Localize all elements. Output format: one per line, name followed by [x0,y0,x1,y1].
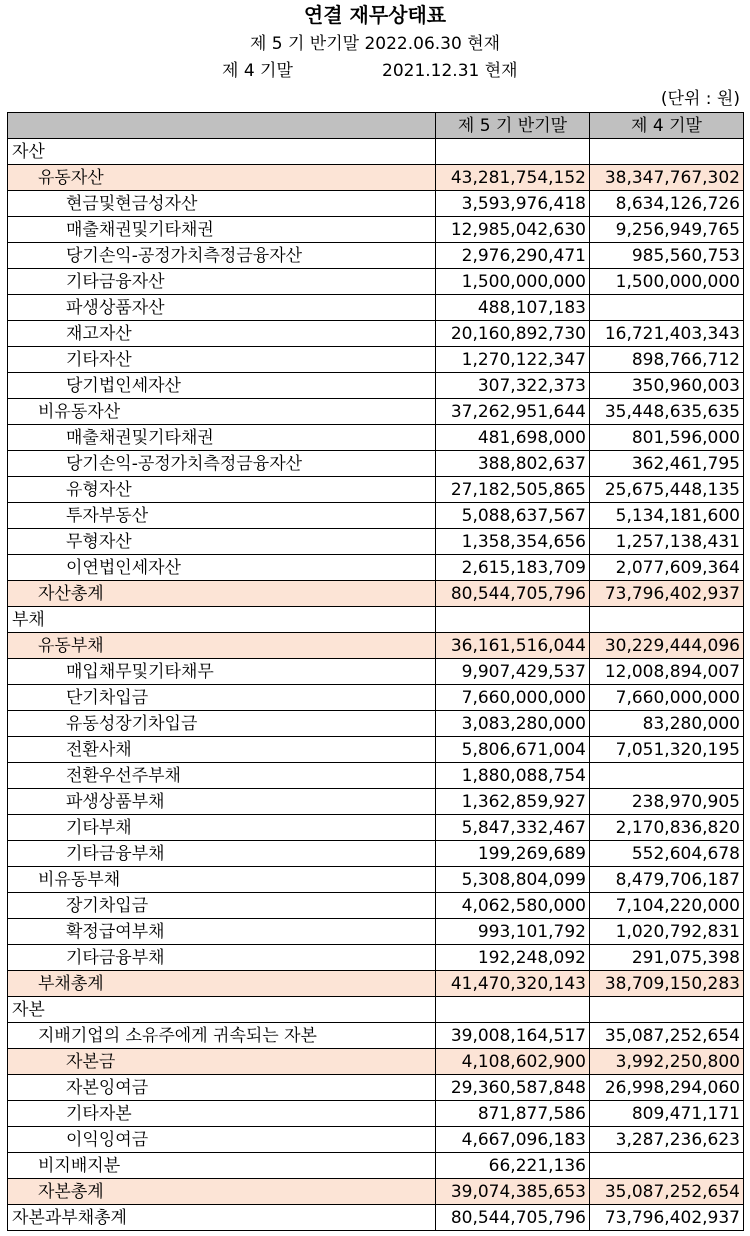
account-label: 자본총계 [8,1179,436,1205]
current-period-value: 7,660,000,000 [436,685,590,711]
current-period-value: 37,262,951,644 [436,399,590,425]
table-row [8,945,744,971]
table-row [8,711,744,737]
account-label: 단기차입금 [8,685,436,711]
table-row [8,373,744,399]
table-row [8,893,744,919]
previous-period-value: 35,448,635,635 [590,399,744,425]
current-period-value: 29,360,587,848 [436,1075,590,1101]
previous-period-value: 83,280,000 [590,711,744,737]
account-label: 투자부동산 [8,503,436,529]
account-label: 기타자본 [8,1101,436,1127]
account-label: 기타금융부채 [8,841,436,867]
previous-period-value: 5,134,181,600 [590,503,744,529]
current-period-value: 27,182,505,865 [436,477,590,503]
account-label: 매출채권및기타채권 [8,217,436,243]
current-period-value: 39,008,164,517 [436,1023,590,1049]
balance-sheet-table [7,112,744,1231]
table-row [8,503,744,529]
current-period-value: 1,358,354,656 [436,529,590,555]
current-period-value: 9,907,429,537 [436,659,590,685]
account-label: 이익잉여금 [8,1127,436,1153]
account-label: 재고자산 [8,321,436,347]
previous-period-value [590,997,744,1023]
current-period-value: 66,221,136 [436,1153,590,1179]
previous-period-value: 35,087,252,654 [590,1023,744,1049]
previous-period-value: 2,170,836,820 [590,815,744,841]
account-label: 파생상품부채 [8,789,436,815]
current-period-value [436,607,590,633]
table-row [8,1023,744,1049]
current-period-value: 2,615,183,709 [436,555,590,581]
previous-period-value: 3,287,236,623 [590,1127,744,1153]
account-label: 기타금융자산 [8,269,436,295]
table-row [8,269,744,295]
previous-period-value [590,763,744,789]
previous-period-value: 26,998,294,060 [590,1075,744,1101]
account-label: 기타금융부채 [8,945,436,971]
table-row [8,1127,744,1153]
previous-period-value: 7,104,220,000 [590,893,744,919]
table-body [8,139,744,1231]
header-account [8,113,436,139]
table-row [8,919,744,945]
table-row [8,763,744,789]
table-row [8,581,744,607]
previous-period-value [590,295,744,321]
previous-period-value [590,139,744,165]
current-period-value: 3,593,976,418 [436,191,590,217]
account-label: 당기법인세자산 [8,373,436,399]
current-period-value: 5,088,637,567 [436,503,590,529]
previous-period-value: 985,560,753 [590,243,744,269]
current-period-value: 5,308,804,099 [436,867,590,893]
table-row [8,737,744,763]
table-row [8,971,744,997]
previous-period-value: 9,256,949,765 [590,217,744,243]
table-row [8,399,744,425]
unit-label: (단위 : 원) [660,89,740,109]
previous-period-value [590,1153,744,1179]
period-previous-line [222,60,518,82]
previous-period-value: 809,471,171 [590,1101,744,1127]
header-previous-period: 제 4 기말 [590,113,744,139]
current-period-value: 307,322,373 [436,373,590,399]
previous-period-value: 35,087,252,654 [590,1179,744,1205]
current-period-value: 39,074,385,653 [436,1179,590,1205]
table-row [8,1153,744,1179]
account-label: 부채 [8,607,436,633]
account-label: 당기손익-공정가치측정금융자산 [8,451,436,477]
account-label: 전환우선주부채 [8,763,436,789]
account-label: 자본과부채총계 [8,1205,436,1231]
table-row [8,633,744,659]
account-label: 유동성장기차입금 [8,711,436,737]
table-row [8,425,744,451]
account-label: 지배기업의 소유주에게 귀속되는 자본 [8,1023,436,1049]
account-label: 유형자산 [8,477,436,503]
previous-period-value: 7,660,000,000 [590,685,744,711]
current-period-value: 41,470,320,143 [436,971,590,997]
account-label: 매출채권및기타채권 [8,425,436,451]
account-label: 매입채무및기타채무 [8,659,436,685]
current-period-value: 43,281,754,152 [436,165,590,191]
previous-period-value: 8,479,706,187 [590,867,744,893]
current-period-value [436,139,590,165]
previous-period-value: 362,461,795 [590,451,744,477]
account-label: 기타부채 [8,815,436,841]
current-period-value: 488,107,183 [436,295,590,321]
account-label: 현금및현금성자산 [8,191,436,217]
account-label: 비유동부채 [8,867,436,893]
table-row [8,1075,744,1101]
current-period-value: 36,161,516,044 [436,633,590,659]
account-label: 유동부채 [8,633,436,659]
current-period-value: 1,362,859,927 [436,789,590,815]
previous-period-value: 38,347,767,302 [590,165,744,191]
current-period-value: 192,248,092 [436,945,590,971]
account-label: 유동자산 [8,165,436,191]
period-current-line: 제 5 기 반기말 2022.06.30 현재 [249,34,501,54]
previous-period-value: 73,796,402,937 [590,1205,744,1231]
table-row [8,191,744,217]
previous-period-value: 291,075,398 [590,945,744,971]
table-row [8,321,744,347]
document-title: 연결 재무상태표 [303,3,447,27]
period-previous-label: 제 4 기말 [222,61,293,81]
table-row [8,815,744,841]
account-label: 자산총계 [8,581,436,607]
table-row [8,1101,744,1127]
current-period-value: 4,062,580,000 [436,893,590,919]
table-row [8,1049,744,1075]
table-row [8,555,744,581]
table-row [8,659,744,685]
current-period-value [436,997,590,1023]
previous-period-value: 16,721,403,343 [590,321,744,347]
table-header-row [8,113,744,139]
account-label: 당기손익-공정가치측정금융자산 [8,243,436,269]
table-row [8,789,744,815]
table-row [8,217,744,243]
previous-period-value: 7,051,320,195 [590,737,744,763]
previous-period-value [590,607,744,633]
current-period-value: 993,101,792 [436,919,590,945]
previous-period-value: 73,796,402,937 [590,581,744,607]
table-row [8,1179,744,1205]
table-row [8,295,744,321]
table-row [8,139,744,165]
period-previous-date: 2021.12.31 현재 [382,61,518,81]
table-row [8,1205,744,1231]
table-row [8,685,744,711]
account-label: 자본 [8,997,436,1023]
account-label: 장기차입금 [8,893,436,919]
current-period-value: 388,802,637 [436,451,590,477]
previous-period-value: 552,604,678 [590,841,744,867]
account-label: 이연법인세자산 [8,555,436,581]
account-label: 전환사채 [8,737,436,763]
table-row [8,243,744,269]
account-label: 자산 [8,139,436,165]
previous-period-value: 3,992,250,800 [590,1049,744,1075]
account-label: 비지배지분 [8,1153,436,1179]
previous-period-value: 1,257,138,431 [590,529,744,555]
current-period-value: 199,269,689 [436,841,590,867]
header-current-period: 제 5 기 반기말 [436,113,590,139]
previous-period-value: 1,020,792,831 [590,919,744,945]
table-row [8,841,744,867]
previous-period-value: 30,229,444,096 [590,633,744,659]
account-label: 비유동자산 [8,399,436,425]
table-row [8,477,744,503]
previous-period-value: 25,675,448,135 [590,477,744,503]
current-period-value: 1,880,088,754 [436,763,590,789]
table-row [8,867,744,893]
table-row [8,347,744,373]
current-period-value: 12,985,042,630 [436,217,590,243]
current-period-value: 2,976,290,471 [436,243,590,269]
account-label: 부채총계 [8,971,436,997]
previous-period-value: 898,766,712 [590,347,744,373]
previous-period-value: 1,500,000,000 [590,269,744,295]
current-period-value: 5,806,671,004 [436,737,590,763]
account-label: 파생상품자산 [8,295,436,321]
table-row [8,451,744,477]
table-row [8,997,744,1023]
current-period-value: 5,847,332,467 [436,815,590,841]
previous-period-value: 801,596,000 [590,425,744,451]
current-period-value: 481,698,000 [436,425,590,451]
account-label: 자본금 [8,1049,436,1075]
current-period-value: 80,544,705,796 [436,1205,590,1231]
current-period-value: 3,083,280,000 [436,711,590,737]
previous-period-value: 8,634,126,726 [590,191,744,217]
previous-period-value: 38,709,150,283 [590,971,744,997]
current-period-value: 20,160,892,730 [436,321,590,347]
previous-period-value: 350,960,003 [590,373,744,399]
account-label: 자본잉여금 [8,1075,436,1101]
account-label: 무형자산 [8,529,436,555]
table-row [8,165,744,191]
previous-period-value: 238,970,905 [590,789,744,815]
previous-period-value: 2,077,609,364 [590,555,744,581]
table-row [8,529,744,555]
current-period-value: 4,667,096,183 [436,1127,590,1153]
previous-period-value: 12,008,894,007 [590,659,744,685]
table-row [8,607,744,633]
current-period-value: 1,500,000,000 [436,269,590,295]
current-period-value: 871,877,586 [436,1101,590,1127]
account-label: 기타자산 [8,347,436,373]
current-period-value: 1,270,122,347 [436,347,590,373]
account-label: 확정급여부채 [8,919,436,945]
current-period-value: 80,544,705,796 [436,581,590,607]
current-period-value: 4,108,602,900 [436,1049,590,1075]
